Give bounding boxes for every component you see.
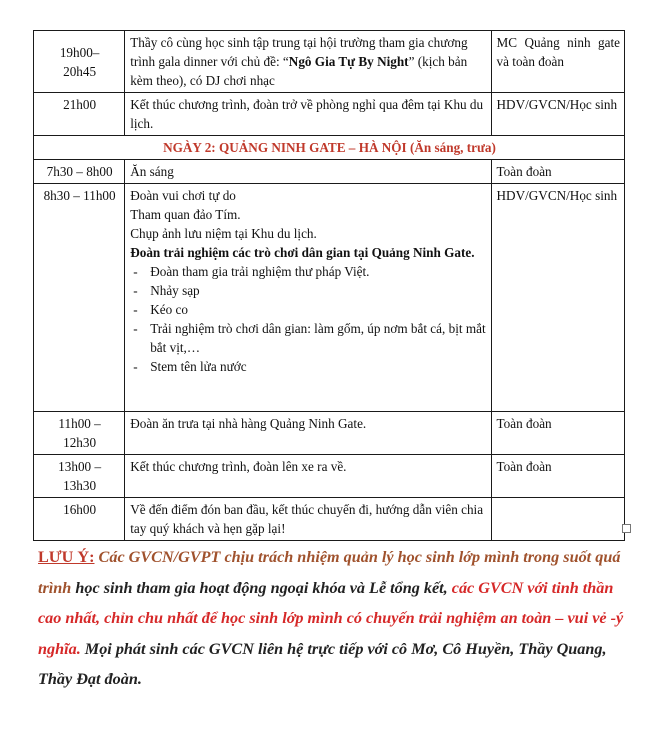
time-cell: 21h00 [34, 93, 125, 136]
note-label: LƯU Ý: [38, 548, 95, 566]
activity-cell: Về đến điểm đón ban đầu, kết thúc chuyến đi, hướng dẫn viên chia tay quý khách và hẹn gặp lại! [125, 498, 491, 541]
activity-cell: Ăn sáng [125, 160, 491, 184]
list-item: - Nhảy sạp [130, 281, 486, 300]
activity-cell [125, 184, 491, 412]
note-paragraph [38, 542, 628, 695]
table-row [34, 498, 625, 541]
activity-line: Tham quan đảo Tím. [130, 207, 241, 222]
activity-line: Đoàn vui chơi tự do [130, 188, 236, 203]
responsible-cell: Toàn đoàn [491, 160, 624, 184]
responsible-cell: Toàn đoàn [491, 412, 624, 455]
table-resize-handle[interactable] [622, 524, 631, 533]
note-text-contacts: Mọi phát sinh các GVCN liên hệ trực tiếp với cô Mơ, Cô Huyền, Thầy Quang, Thầy Đạt đoàn. [38, 639, 607, 688]
table-row [34, 412, 625, 455]
list-item: - Đoàn tham gia trải nghiệm thư pháp Việt. [130, 262, 486, 281]
activity-cell: Kết thúc chương trình, đoàn trở về phòng nghỉ qua đêm tại Khu du lịch. [125, 93, 491, 136]
responsible-cell [491, 498, 624, 541]
table-row [34, 184, 625, 412]
list-item: - Stem tên lửa nước [130, 357, 486, 376]
day2-heading: NGÀY 2: QUẢNG NINH GATE – HÀ NỘI (Ăn sáng, trưa) [34, 136, 625, 160]
responsible-cell: Toàn đoàn [491, 455, 624, 498]
time-cell: 19h00– 20h45 [34, 31, 125, 93]
responsible-cell: HDV/GVCN/Học sinh [491, 93, 624, 136]
time-cell: 11h00 – 12h30 [34, 412, 125, 455]
note-text-red: các GVCN với tinh thần cao nhất, chỉn chu nhất để học sinh lớp mình có chuyến trải nghiệm an toàn – vui vẻ -ý nghĩa. [38, 578, 624, 658]
time-cell: 7h30 – 8h00 [34, 160, 125, 184]
time-cell: 8h30 – 11h00 [34, 184, 125, 412]
gala-theme: Ngô Gia Tự By Night [288, 54, 409, 69]
activity-list [130, 262, 486, 376]
list-item: - Trải nghiệm trò chơi dân gian: làm gốm, úp nơm bắt cá, bịt mắt bắt vịt,… [130, 319, 486, 357]
schedule-table [33, 30, 625, 541]
time-cell: 16h00 [34, 498, 125, 541]
responsible-cell: HDV/GVCN/Học sinh [491, 184, 624, 412]
table-row [34, 31, 625, 93]
table-row [34, 93, 625, 136]
table-row [34, 160, 625, 184]
activity-bold-line: Đoàn trải nghiệm các trò chơi dân gian tại Quảng Ninh Gate. [130, 245, 475, 260]
day-heading-row [34, 136, 625, 160]
time-cell: 13h00 – 13h30 [34, 455, 125, 498]
activity-cell: Thầy cô cùng học sinh tập trung tại hội trường tham gia chương trình gala dinner với chủ đề: “Ngô Gia Tự By Night” (kịch bản kèm theo), có DJ chơi nhạc [125, 31, 491, 93]
note-text-brown: Các GVCN/GVPT chịu trách nhiệm quản lý học sinh lớp mình trong suốt quá trình [38, 548, 621, 597]
note-text-dark: học sinh tham gia hoạt động ngoại khóa và Lễ tổng kết, [71, 578, 452, 597]
activity-cell: Đoàn ăn trưa tại nhà hàng Quảng Ninh Gate. [125, 412, 491, 455]
activity-cell: Kết thúc chương trình, đoàn lên xe ra về. [125, 455, 491, 498]
list-item: - Kéo co [130, 300, 486, 319]
activity-line: Chụp ảnh lưu niệm tại Khu du lịch. [130, 226, 317, 241]
table-row [34, 455, 625, 498]
responsible-cell: MC Quảng ninh gate và toàn đoàn [491, 31, 624, 93]
